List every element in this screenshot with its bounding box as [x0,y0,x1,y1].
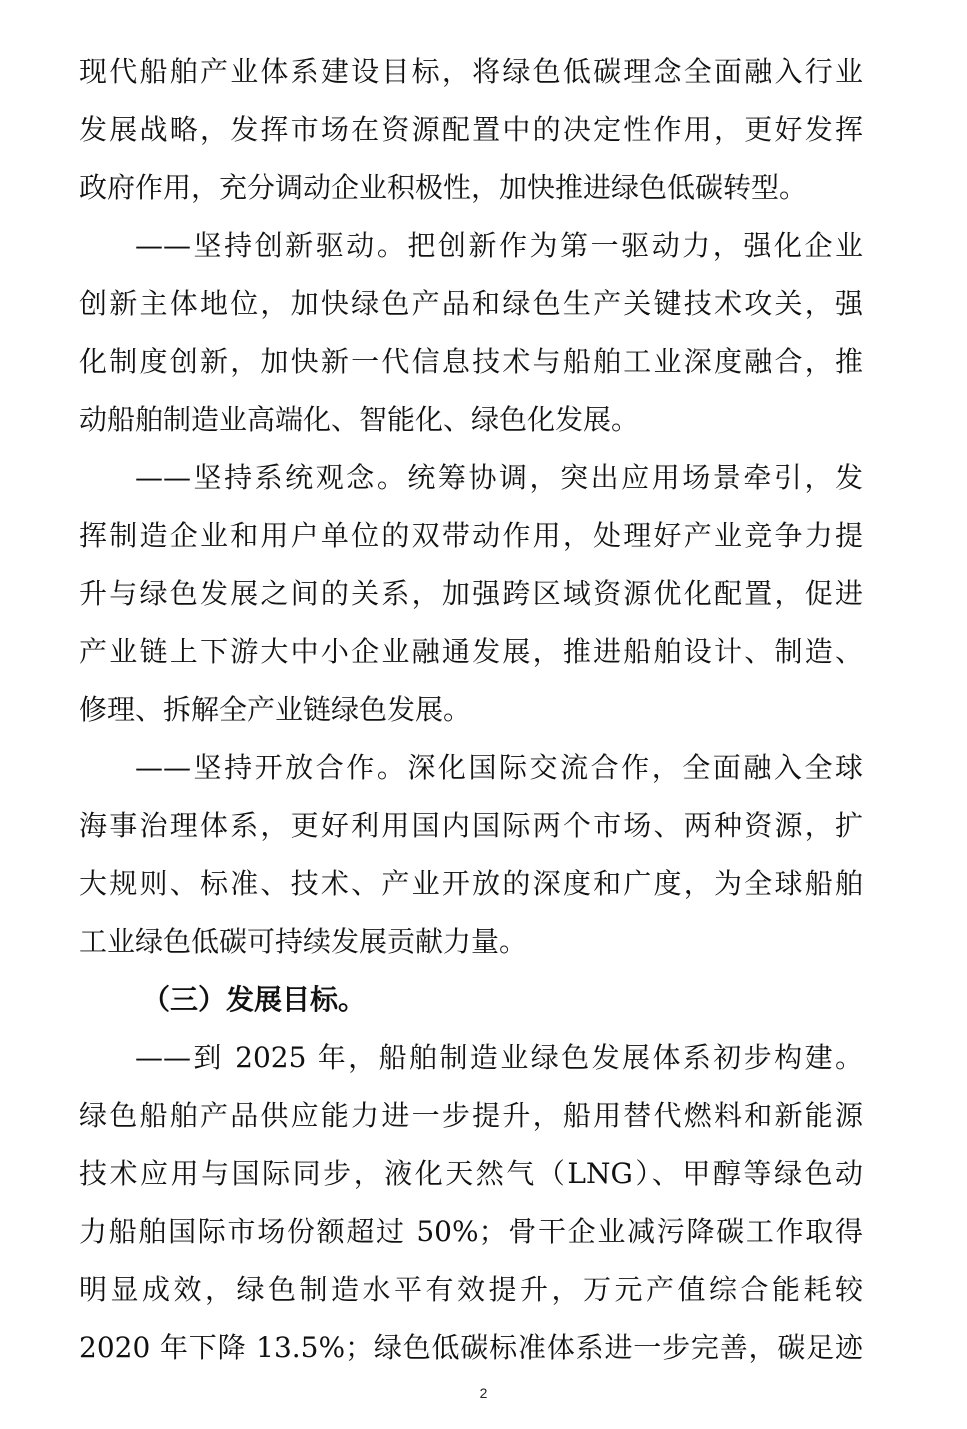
text-line: 现代船舶产业体系建设目标，将绿色低碳理念全面融入行业 [79,55,863,88]
text-line: ——坚持开放合作。深化国际交流合作，全面融入全球 [135,751,863,784]
body-text [79,43,863,1377]
text-line: 化制度创新，加快新一代信息技术与船舶工业深度融合，推 [79,345,863,378]
text-line: 动船舶制造业高端化、智能化、绿色化发展。 [79,403,640,436]
text-line: 技术应用与国际同步，液化天然气（LNG）、甲醇等绿色动 [79,1157,863,1190]
text-line: 修理、拆解全产业链绿色发展。 [79,693,472,726]
text-line: 工业绿色低碳可持续发展贡献力量。 [79,925,528,958]
text-line: 海事治理体系，更好利用国内国际两个市场、两种资源，扩 [79,809,863,842]
text-line: 政府作用，充分调动企业积极性，加快推进绿色低碳转型。 [79,171,808,204]
text-line: 绿色船舶产品供应能力进一步提升，船用替代燃料和新能源 [79,1099,863,1132]
text-line: ——坚持系统观念。统筹协调，突出应用场景牵引，发 [135,461,863,494]
text-line: 创新主体地位，加快绿色产品和绿色生产关键技术攻关，强 [79,287,863,320]
text-line: 升与绿色发展之间的关系，加强跨区域资源优化配置，促进 [79,577,863,610]
page-number: 2 [479,1385,488,1401]
section-heading: （三）发展目标。 [142,983,367,1016]
text-line: 明显成效，绿色制造水平有效提升，万元产值综合能耗较 [79,1273,863,1306]
text-line: 挥制造企业和用户单位的双带动作用，处理好产业竞争力提 [79,519,863,552]
text-line: 2020 年下降 13.5%；绿色低碳标准体系进一步完善，碳足迹 [79,1331,863,1364]
text-line: ——到 2025 年，船舶制造业绿色发展体系初步构建。 [135,1041,863,1074]
text-line: 发展战略，发挥市场在资源配置中的决定性作用，更好发挥 [79,113,863,146]
text-line: 产业链上下游大中小企业融通发展，推进船舶设计、制造、 [79,635,863,668]
text-line: 力船舶国际市场份额超过 50%；骨干企业减污降碳工作取得 [79,1215,863,1248]
text-line: 大规则、标准、技术、产业开放的深度和广度，为全球船舶 [79,867,863,900]
text-line: ——坚持创新驱动。把创新作为第一驱动力，强化企业 [135,229,863,262]
